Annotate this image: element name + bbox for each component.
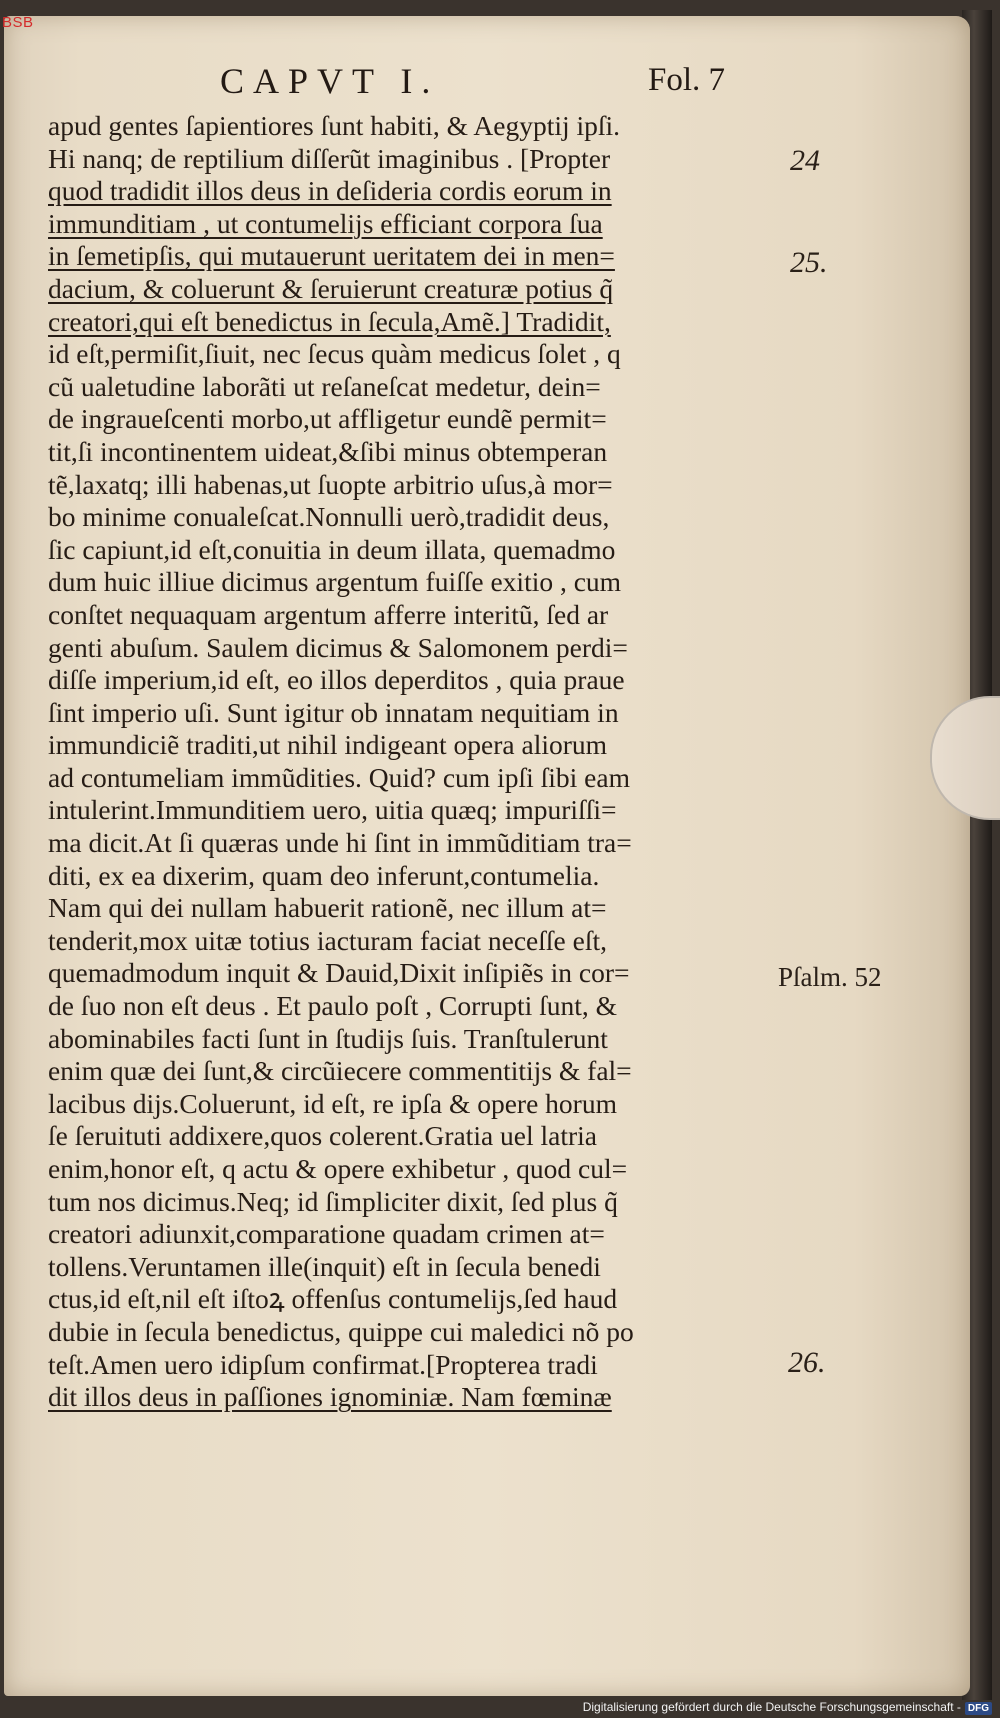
body-text	[48, 110, 778, 1414]
text-line: bo minime conualeſcat.Nonnulli uerò,tradidit deus,	[48, 501, 610, 533]
text-line: conſtet nequaquam argentum afferre interitũ, ſed ar	[48, 598, 609, 630]
text-line: abominabiles facti ſunt in ſtudijs ſuis. Tranſtulerunt	[48, 1022, 608, 1054]
text-line: ſe ſeruituti addixere,quos colerent.Gratia uel latria	[48, 1120, 598, 1152]
text-line: immundiciẽ traditi,ut nihil indigeant opera aliorum	[48, 729, 608, 761]
text-line: ad contumeliam immũdities. Quid? cum ipſi ſibi eam	[48, 761, 630, 793]
text-line: tollens.Veruntamen ille(inquit) eſt in ſecula benedi	[48, 1250, 601, 1282]
text-line: cũ ualetudine laborãti ut reſaneſcat medetur, dein=	[48, 370, 601, 402]
text-line: ctus,id eſt,nil eſt iſtoꝝ offenſus contumelijs,ſed haud	[48, 1283, 618, 1315]
text-line: enim,honor eſt, q actu & opere exhibetur , quod cul=	[48, 1153, 628, 1184]
digitization-credit	[583, 1700, 992, 1715]
margin-verse-24: 24	[790, 144, 820, 177]
text-line: tenderit,mox uitæ totius iacturam faciat neceſſe eſt,	[48, 924, 607, 956]
text-line: immunditiam , ut contumelijs efficiant corpora ſua	[48, 207, 603, 239]
text-line: creatori,qui eſt benedictus in ſecula,Amẽ.] Tradidit,	[48, 305, 611, 337]
text-line: id eſt,permiſit,ſiuit, nec ſecus quàm medicus ſolet , q	[48, 338, 621, 370]
text-line: lacibus dijs.Coluerunt, id eſt, re ipſa & opere horum	[48, 1087, 617, 1119]
text-line: Hi nanq; de reptilium diſſerũt imaginibus . [Propter	[48, 142, 611, 174]
text-line: genti abuſum. Saulem dicimus & Salomonem perdi=	[48, 631, 628, 663]
text-line: diti, ex ea dixerim, quam deo inferunt,contumelia.	[48, 859, 600, 891]
margin-verse-26: 26.	[788, 1346, 826, 1379]
dfg-logo: DFG	[965, 1702, 992, 1715]
text-line: dubie in ſecula benedictus, quippe cui maledici nõ po	[48, 1315, 634, 1347]
text-line: diſſe imperium,id eſt, eo illos deperditos , quia praue	[48, 664, 625, 696]
text-line: de ſuo non eſt deus . Et paulo poſt , Corrupti ſunt, &	[48, 990, 618, 1022]
text-line: teſt.Amen uero idipſum confirmat.[Propterea tradi	[48, 1348, 598, 1380]
text-line: dit illos deus in paſſiones ignominiæ. Nam fœminæ	[48, 1381, 612, 1413]
margin-verse-25: 25.	[790, 246, 828, 279]
text-line: dum huic illiue dicimus argentum fuiſſe exitio , cum	[48, 566, 622, 598]
text-line: dacium, & coluerunt & ſeruierunt creaturæ potius q̃	[48, 272, 614, 304]
credit-text: Digitalisierung gefördert durch die Deutsche Forschungsgemeinschaft -	[582, 1700, 961, 1714]
text-line: creatori adiunxit,comparatione quadam crimen at=	[48, 1218, 605, 1250]
text-line: tit,ſi incontinentem uideat,&ſibi minus obtemperan	[48, 435, 608, 467]
bsb-watermark: BSB	[2, 14, 34, 31]
text-line: tum nos dicimus.Neq; id ſimpliciter dixit, ſed plus q̃	[48, 1185, 618, 1217]
folio-number: Fol. 7	[648, 62, 726, 98]
text-line: quod tradidit illos deus in deſideria cordis eorum in	[48, 175, 612, 207]
text-line: quemadmodum inquit & Dauid,Dixit inſipiẽs in cor=	[48, 957, 630, 989]
text-line: apud gentes ſapientiores ſunt habiti, & Aegyptij ipſi.	[48, 110, 621, 141]
text-line: Nam qui dei nullam habuerit rationẽ, nec illum at=	[48, 892, 607, 924]
text-line: intulerint.Immunditiem uero, uitia quæq; impuriſſi=	[48, 794, 617, 826]
text-line: ſint imperio uſi. Sunt igitur ob innatam nequitiam in	[48, 696, 619, 728]
running-head: CAPVT I.	[220, 61, 440, 101]
text-line: in ſemetipſis, qui mutauerunt ueritatem dei in men=	[48, 240, 615, 272]
margin-psalm-reference: Pſalm. 52	[778, 962, 882, 992]
text-line: de ingraueſcenti morbo,ut affligetur eundẽ permit=	[48, 403, 607, 435]
text-line: enim quæ dei ſunt,& circũiecere commentitijs & fal=	[48, 1055, 632, 1087]
text-line: tẽ,laxatq; illi habenas,ut ſuopte arbitrio uſus,à mor=	[48, 468, 613, 500]
text-line: ſic capiunt,id eſt,conuitia in deum illata, quemadmo	[48, 533, 616, 565]
text-line: ma dicit.At ſi quæras unde hi ſint in immũditiam tra=	[48, 827, 632, 859]
